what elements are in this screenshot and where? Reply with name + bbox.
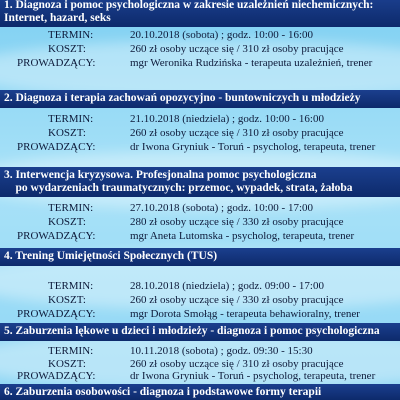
prowadzacy-value: mgr Weronika Rudzińska - terapeuta uzależnień, trener [130,57,373,69]
section-title-line: Internet, hazard, seks [4,12,111,24]
section-header [0,90,400,108]
section-title-line: po wydarzeniach traumatycznych: przemoc, wypadek, strata, żałoba [4,182,353,194]
prowadzacy-row [17,370,400,382]
koszt-row [48,358,400,370]
koszt-value: 260 zł osoby uczące się / 310 zł osoby pracujące [130,43,344,55]
prowadzacy-row [17,141,400,153]
koszt-row [48,216,400,228]
koszt-row [48,127,400,139]
koszt-value: 260 zł osoby uczące się / 310 zł osoby pracujące [130,358,344,370]
prowadzacy-value: dr Iwona Gryniuk - Toruń - psycholog, terapeuta, trener [130,370,376,382]
termin-label: TERMIN: [48,345,94,357]
koszt-row [48,294,400,306]
prowadzacy-label: PROWADZĄCY: [17,370,96,382]
termin-label: TERMIN: [48,29,94,41]
termin-label: TERMIN: [48,280,94,292]
termin-row [48,29,400,41]
termin-row [48,280,400,292]
koszt-value: 260 zł osoby uczące się / 310 zł osoby pracujące [130,127,344,139]
termin-value: 27.10.2018 (sobota) ; godz. 10:00 - 17:00 [130,202,314,214]
termin-label: TERMIN: [48,113,94,125]
section-title-line: 6. Zaburzenia osobowości - diagnoza i podstawowe formy terapii [4,386,322,398]
termin-row [48,345,400,357]
koszt-value: 260 zł osoby uczące się / 330 zł osoby pracujące [130,294,344,306]
prowadzacy-row [17,57,400,69]
koszt-value: 280 zł osoby uczące się / 330 zł osoby pracujące [130,216,344,228]
section-header [0,323,400,341]
section-header [0,0,400,27]
section-header [0,384,400,400]
koszt-label: KOSZT: [48,43,86,55]
prowadzacy-row [17,308,400,320]
prowadzacy-value: dr Iwona Gryniuk - Toruń - psycholog, terapeuta, trener [130,141,376,153]
section-header [0,248,400,266]
prowadzacy-label: PROWADZĄCY: [17,141,96,153]
section-title-line: 1. Diagnoza i pomoc psychologiczna w zakresie uzależnień niechemicznych: [4,0,374,11]
section-title-line: 3. Interwencja kryzysowa. Profesjonalna pomoc psychologiczna [4,169,317,181]
koszt-label: KOSZT: [48,358,86,370]
prowadzacy-label: PROWADZĄCY: [17,230,96,242]
prowadzacy-label: PROWADZĄCY: [17,57,96,69]
section-header [0,167,400,197]
termin-value: 21.10.2018 (niedziela) ; godz. 10:00 - 16:00 [130,113,324,125]
termin-row [48,202,400,214]
prowadzacy-row [17,230,400,242]
termin-value: 10.11.2018 (sobota) ; godz. 09:30 - 15:30 [130,345,313,357]
prowadzacy-value: mgr Aneta Lutomska - psycholog, terapeuta, trener [130,230,355,242]
termin-label: TERMIN: [48,202,94,214]
section-title-line: 2. Diagnoza i terapia zachowań opozycyjno - buntowniczych u młodzieży [4,92,361,104]
koszt-label: KOSZT: [48,127,86,139]
termin-value: 28.10.2018 (niedziela) ; godz. 09:00 - 17:00 [130,280,324,292]
termin-row [48,113,400,125]
koszt-label: KOSZT: [48,294,86,306]
koszt-row [48,43,400,55]
koszt-label: KOSZT: [48,216,86,228]
termin-value: 20.10.2018 (sobota) ; godz. 10:00 - 16:00 [130,29,314,41]
section-title-line: 5. Zaburzenia lękowe u dzieci i młodzieży - diagnoza i pomoc psychologiczna [4,325,380,337]
prowadzacy-label: PROWADZĄCY: [17,308,96,320]
prowadzacy-value: mgr Dorota Smołąg - terapeuta behawioralny, trener [130,308,360,320]
section-title-line: 4. Trening Umiejętności Społecznych (TUS) [4,250,218,262]
